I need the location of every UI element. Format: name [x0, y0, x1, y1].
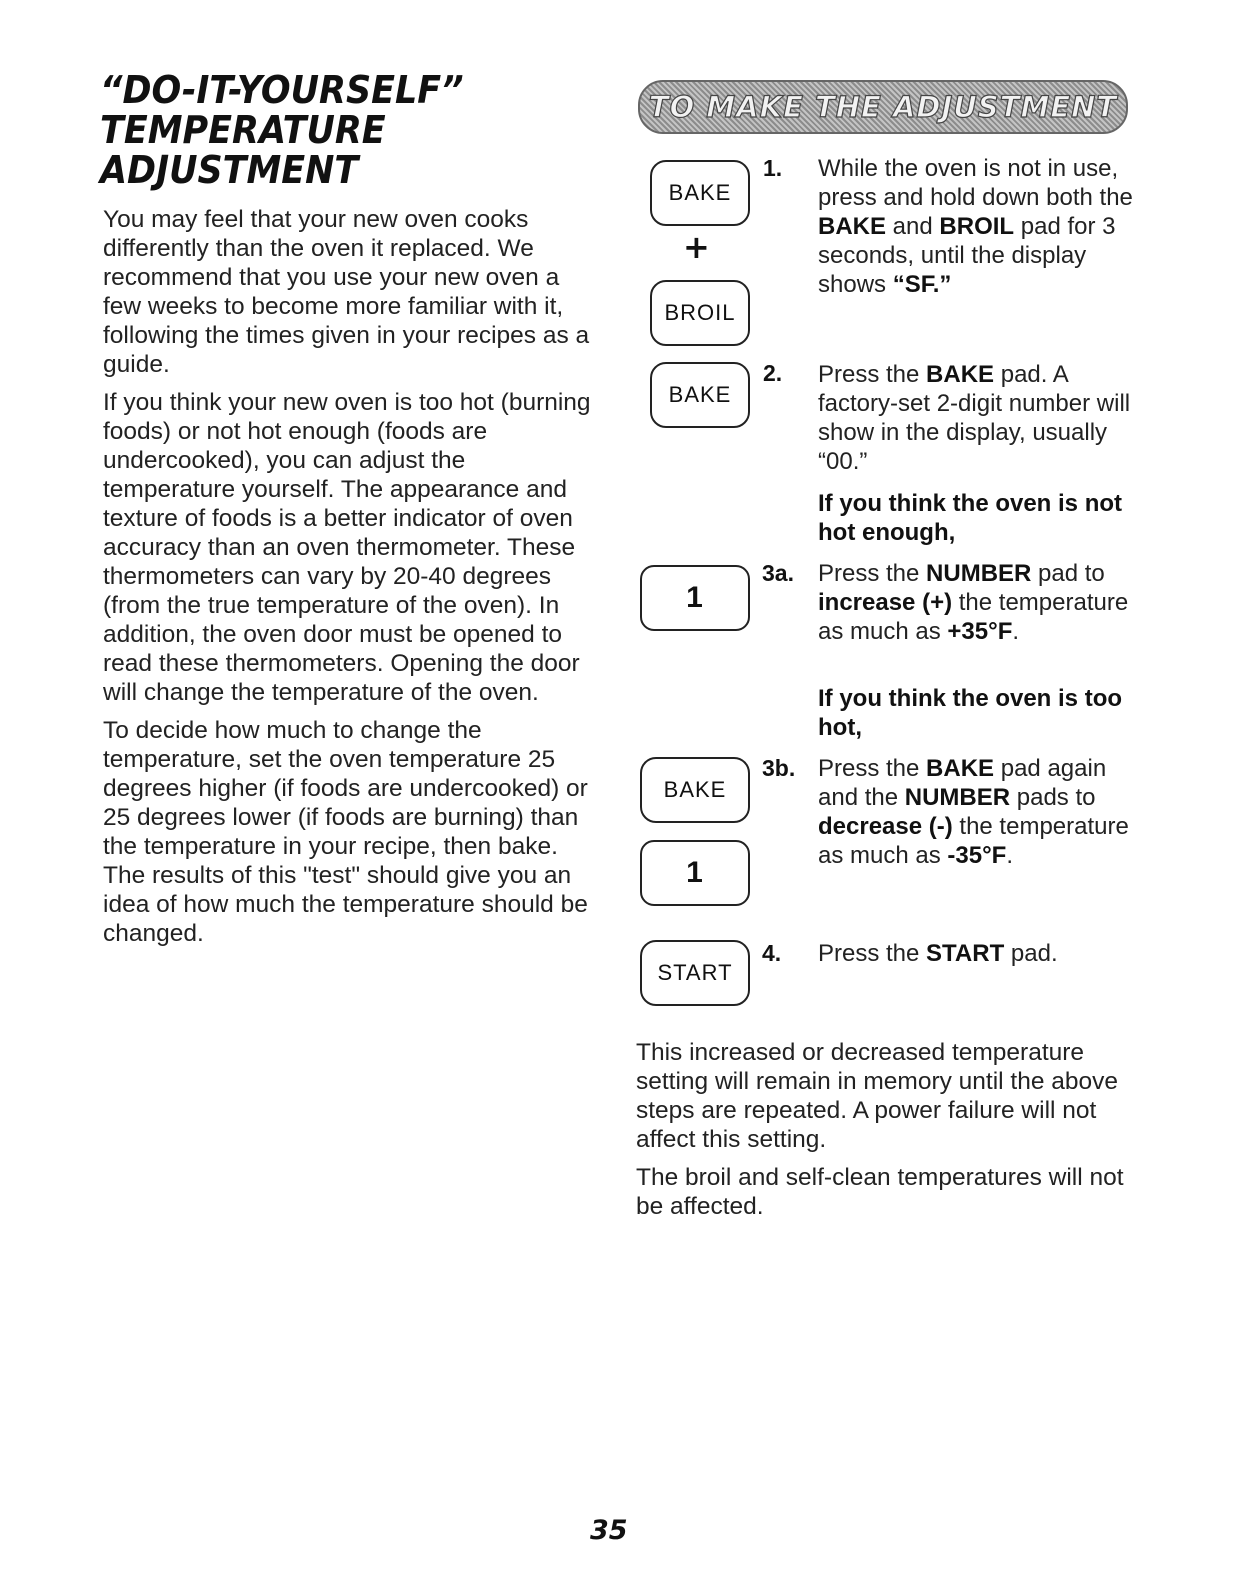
number-pad-icon: 1: [640, 840, 750, 906]
step-1-text: While the oven is not in use, press and hold down both the BAKE and BROIL pad for 3 seconds, until the display shows “SF.”: [818, 155, 1133, 298]
intro-text: [103, 205, 593, 957]
step-3a-number: 3a.: [762, 560, 794, 586]
title-line-2: TEMPERATURE: [100, 108, 386, 152]
title-line-1: “DO-IT-YOURSELF”: [100, 68, 464, 112]
plus-icon: +: [683, 228, 710, 266]
step-4-number: 4.: [762, 940, 782, 966]
subhead-too-hot: If you think the oven is too hot,: [818, 685, 1123, 741]
step-2-text: Press the BAKE pad. A factory-set 2-digit number will show in the display, usually “00.”: [818, 361, 1131, 475]
bake-pad-icon: BAKE: [650, 362, 750, 428]
step-4-text: Press the START pad.: [818, 940, 1058, 967]
broil-pad-icon: BROIL: [650, 280, 750, 346]
step-1-number: 1.: [763, 155, 783, 181]
number-pad-icon: 1: [640, 565, 750, 631]
step-2-number: 2.: [763, 360, 783, 386]
section-banner: [638, 80, 1128, 134]
page-title: [100, 70, 600, 190]
step-3a-text: Press the NUMBER pad to increase (+) the temperature as much as +35°F.: [818, 560, 1129, 645]
page-number: 35: [590, 1515, 628, 1546]
outro-text: [636, 1038, 1136, 1230]
intro-paragraph-3: To decide how much to change the temperature, set the oven temperature 25 degrees higher (if foods are undercooked) or 25 degrees lower (if foods are burning) than the temperature in your recipe, then bake. The results of this "test" should give you an idea of how much the temperature should be changed.: [103, 717, 588, 947]
step-3b-text: Press the BAKE pad again and the NUMBER pads to decrease (-) the temperature as much as -35°F.: [818, 755, 1129, 869]
intro-paragraph-2: If you think your new oven is too hot (burning foods) or not hot enough (foods are undercooked), you can adjust the temperature yourself. The appearance and texture of foods is a better indicator of oven accuracy than an oven thermometer. These thermometers can vary by 20-40 degrees (from the true temperature of the oven). In addition, the oven door must be opened to read these thermometers. Opening the door will change the temperature of the oven.: [103, 389, 591, 706]
intro-paragraph-1: You may feel that your new oven cooks differently than the oven it replaced. We recommend that you use your new oven a few weeks to become more familiar with it, following the times given in your recipes as a guide.: [103, 206, 590, 378]
step-3b-number: 3b.: [762, 755, 796, 781]
subhead-not-hot-enough: If you think the oven is not hot enough,: [818, 490, 1123, 546]
bake-pad-icon: BAKE: [640, 757, 750, 823]
title-line-3: ADJUSTMENT: [100, 148, 359, 192]
bake-pad-icon: BAKE: [650, 160, 750, 226]
banner-label: TO MAKE THE ADJUSTMENT: [648, 90, 1118, 124]
outro-paragraph-2: The broil and self-clean temperatures will not be affected.: [636, 1164, 1124, 1220]
start-pad-icon: START: [640, 940, 750, 1006]
outro-paragraph-1: This increased or decreased temperature setting will remain in memory until the above steps are repeated. A power failure will not affect this setting.: [636, 1039, 1119, 1153]
